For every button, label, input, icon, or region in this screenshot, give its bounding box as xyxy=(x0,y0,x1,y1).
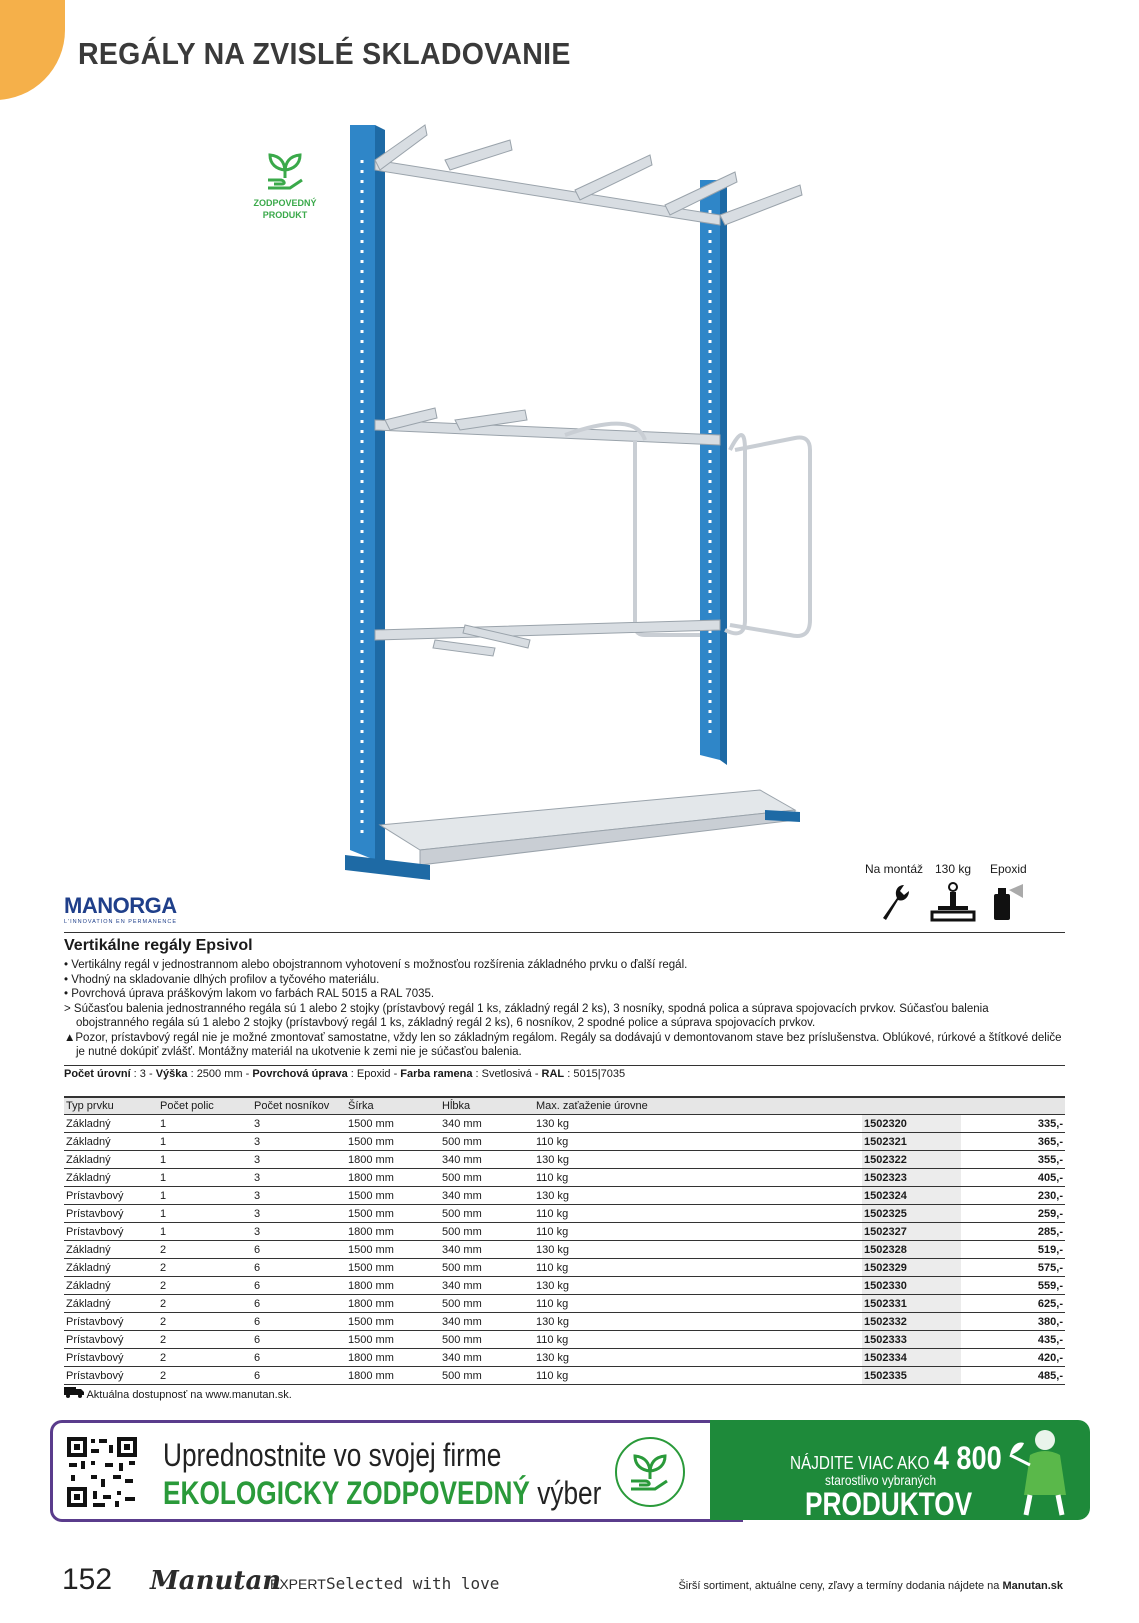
load-cell: 110 kg xyxy=(534,1169,862,1187)
shelves-cell: 1 xyxy=(158,1187,252,1205)
price-cell: 355,- xyxy=(961,1151,1065,1169)
brand-name: MANORGA xyxy=(64,893,177,918)
person-plant-illustration xyxy=(1000,1425,1080,1517)
spec-value: 2500 mm xyxy=(196,1068,243,1080)
type-cell: Prístavbový xyxy=(64,1331,158,1349)
code-cell: 1502327 xyxy=(862,1223,961,1241)
spec-value: 3 xyxy=(139,1068,146,1080)
width-cell: 1500 mm xyxy=(346,1115,440,1133)
width-cell: 1800 mm xyxy=(346,1223,440,1241)
spec-label: Výška xyxy=(155,1068,188,1080)
load-cell: 130 kg xyxy=(534,1277,862,1295)
load-cell: 110 kg xyxy=(534,1259,862,1277)
shelves-cell: 2 xyxy=(158,1259,252,1277)
type-cell: Základný xyxy=(64,1259,158,1277)
load-cell: 110 kg xyxy=(534,1295,862,1313)
page-title: REGÁLY NA ZVISLÉ SKLADOVANIE xyxy=(78,36,571,71)
banner-left-panel xyxy=(50,1420,743,1522)
beams-cell: 6 xyxy=(252,1313,346,1331)
shelves-cell: 2 xyxy=(158,1349,252,1367)
table-row xyxy=(64,1313,1065,1331)
depth-cell: 340 mm xyxy=(440,1313,534,1331)
width-cell: 1500 mm xyxy=(346,1133,440,1151)
price-cell: 380,- xyxy=(961,1313,1065,1331)
spec-value: Epoxid xyxy=(356,1068,391,1080)
width-cell: 1500 mm xyxy=(346,1313,440,1331)
depth-cell: 340 mm xyxy=(440,1187,534,1205)
shelves-cell: 2 xyxy=(158,1331,252,1349)
type-cell: Prístavbový xyxy=(64,1187,158,1205)
shelves-cell: 1 xyxy=(158,1133,252,1151)
depth-cell: 500 mm xyxy=(440,1169,534,1187)
column-header xyxy=(961,1097,1065,1115)
type-cell: Základný xyxy=(64,1151,158,1169)
truck-icon xyxy=(64,1386,84,1398)
table-row xyxy=(64,1187,1065,1205)
load-cell: 130 kg xyxy=(534,1349,862,1367)
depth-cell: 500 mm xyxy=(440,1223,534,1241)
column-header: Počet nosníkov xyxy=(252,1097,346,1115)
type-cell: Prístavbový xyxy=(64,1223,158,1241)
banner-cta-line2: starostlivo vybraných xyxy=(825,1472,937,1488)
code-cell: 1502321 xyxy=(862,1133,961,1151)
spec-label: Povrchová úprava xyxy=(252,1068,348,1080)
depth-cell: 500 mm xyxy=(440,1259,534,1277)
type-cell: Základný xyxy=(64,1115,158,1133)
beams-cell: 6 xyxy=(252,1295,346,1313)
description-bullet: • Povrchová úprava práškovým lakom vo farbách RAL 5015 a RAL 7035. xyxy=(64,988,435,1000)
banner-highlight: EKOLOGICKY ZODPOVEDNÝ xyxy=(163,1475,530,1511)
spec-value: 5015|7035 xyxy=(573,1068,626,1080)
price-cell: 335,- xyxy=(961,1115,1065,1133)
shelves-cell: 1 xyxy=(158,1205,252,1223)
type-cell: Prístavbový xyxy=(64,1367,158,1385)
table-header-row xyxy=(64,1097,1065,1115)
depth-cell: 500 mm xyxy=(440,1295,534,1313)
description-bullet: > Súčasťou balenia jednostranného regála sú 1 alebo 2 stojky (prístavbový regál 1 ks, základný regál 2 ks), 3 nosníky, spodná polica a súprava spojovacích prvkov. Súčasťou balenia obojstranného regála sú 1 alebo 2 stojky (prístavbový regál 1 ks, základný regál 2 ks), 6 nosníkov, 2 spodné police a súprava spojovacích prvkov. xyxy=(64,1002,989,1029)
code-cell: 1502331 xyxy=(862,1295,961,1313)
load-cell: 130 kg xyxy=(534,1151,862,1169)
type-cell: Základný xyxy=(64,1277,158,1295)
code-cell: 1502320 xyxy=(862,1115,961,1133)
type-cell: Prístavbový xyxy=(64,1313,158,1331)
width-cell: 1500 mm xyxy=(346,1205,440,1223)
feature-label: Epoxid xyxy=(990,862,1027,876)
beams-cell: 3 xyxy=(252,1187,346,1205)
weight-load-icon xyxy=(930,882,976,922)
shelves-cell: 2 xyxy=(158,1295,252,1313)
table-row xyxy=(64,1259,1065,1277)
beams-cell: 6 xyxy=(252,1367,346,1385)
page-number: 152 xyxy=(62,1563,113,1596)
type-cell: Základný xyxy=(64,1169,158,1187)
description-bullet: ▲Pozor, prístavbový regál nie je možné zmontovať samostatne, vždy len so základným regálom. Regály sa dodávajú v demontovanom stave bez príslušenstva. Oblúkové, rúrkové a štítkové deliče je nutné dokúpiť zvlášť. Montážny materiál na ukotvenie k zemi nie je súčasťou balenia. xyxy=(64,1031,1062,1058)
width-cell: 1500 mm xyxy=(346,1187,440,1205)
code-cell: 1502333 xyxy=(862,1331,961,1349)
table-row xyxy=(64,1223,1065,1241)
depth-cell: 340 mm xyxy=(440,1349,534,1367)
beams-cell: 6 xyxy=(252,1331,346,1349)
shelves-cell: 1 xyxy=(158,1151,252,1169)
code-cell: 1502323 xyxy=(862,1169,961,1187)
load-cell: 130 kg xyxy=(534,1313,862,1331)
price-cell: 435,- xyxy=(961,1331,1065,1349)
price-cell: 365,- xyxy=(961,1133,1065,1151)
beams-cell: 3 xyxy=(252,1205,346,1223)
table-row xyxy=(64,1115,1065,1133)
description-bullet: • Vhodný na skladovanie dlhých profilov a tyčového materiálu. xyxy=(64,973,380,986)
qr-code-icon[interactable] xyxy=(65,1435,139,1509)
beams-cell: 3 xyxy=(252,1223,346,1241)
code-cell: 1502329 xyxy=(862,1259,961,1277)
load-cell: 110 kg xyxy=(534,1223,862,1241)
shelves-cell: 2 xyxy=(158,1277,252,1295)
price-cell: 485,- xyxy=(961,1367,1065,1385)
column-header: Počet polic xyxy=(158,1097,252,1115)
code-cell: 1502325 xyxy=(862,1205,961,1223)
column-header: Hĺbka xyxy=(440,1097,534,1115)
product-table xyxy=(64,1096,1065,1385)
spec-label: Farba ramena xyxy=(400,1068,473,1080)
depth-cell: 340 mm xyxy=(440,1241,534,1259)
feature-icons xyxy=(865,862,1070,932)
depth-cell: 340 mm xyxy=(440,1277,534,1295)
divider xyxy=(64,1065,1065,1066)
beams-cell: 6 xyxy=(252,1277,346,1295)
eco-circle-icon xyxy=(613,1435,687,1509)
width-cell: 1500 mm xyxy=(346,1259,440,1277)
product-title: Vertikálne regály Epsivol xyxy=(64,937,253,954)
feature-finish xyxy=(990,862,1027,925)
feature-label: Na montáž xyxy=(865,862,924,876)
product-description xyxy=(64,958,1064,1060)
type-cell: Prístavbový xyxy=(64,1349,158,1367)
table-row xyxy=(64,1367,1065,1385)
column-header: Šírka xyxy=(346,1097,440,1115)
load-cell: 110 kg xyxy=(534,1331,862,1349)
banner-right-panel xyxy=(710,1420,1090,1520)
width-cell: 1800 mm xyxy=(346,1277,440,1295)
price-cell: 259,- xyxy=(961,1205,1065,1223)
width-cell: 1800 mm xyxy=(346,1169,440,1187)
code-cell: 1502332 xyxy=(862,1313,961,1331)
load-cell: 110 kg xyxy=(534,1205,862,1223)
table-row xyxy=(64,1241,1065,1259)
load-cell: 130 kg xyxy=(534,1115,862,1133)
eco-badge-line1: ZODPOVEDNÝ xyxy=(253,198,317,208)
eco-badge xyxy=(250,150,320,221)
banner-headline: Uprednostnite vo svojej firme xyxy=(163,1437,502,1473)
type-cell: Základný xyxy=(64,1133,158,1151)
width-cell: 1800 mm xyxy=(346,1367,440,1385)
beams-cell: 3 xyxy=(252,1133,346,1151)
depth-cell: 500 mm xyxy=(440,1133,534,1151)
code-cell: 1502334 xyxy=(862,1349,961,1367)
table-row xyxy=(64,1277,1065,1295)
shelves-cell: 2 xyxy=(158,1241,252,1259)
banner-cta-text: NÁJDITE VIAC AKO xyxy=(790,1453,930,1473)
footer-slogan: Selected with love xyxy=(326,1574,500,1593)
beams-cell: 3 xyxy=(252,1115,346,1133)
beams-cell: 6 xyxy=(252,1241,346,1259)
code-cell: 1502324 xyxy=(862,1187,961,1205)
type-cell: Základný xyxy=(64,1241,158,1259)
vertical-rack-image xyxy=(335,120,845,910)
table-row xyxy=(64,1349,1065,1367)
type-cell: Základný xyxy=(64,1295,158,1313)
banner-cta-number: 4 800 xyxy=(933,1440,1002,1476)
footer-expert-label: EXPERT xyxy=(270,1576,326,1592)
column-header: Typ prvku xyxy=(64,1097,158,1115)
spec-label: RAL xyxy=(541,1068,565,1080)
spec-value: Svetlosivá xyxy=(481,1068,532,1080)
corner-decoration xyxy=(0,0,65,100)
table-row xyxy=(64,1169,1065,1187)
banner-cta-line3: PRODUKTOV xyxy=(805,1486,973,1522)
depth-cell: 340 mm xyxy=(440,1151,534,1169)
load-cell: 110 kg xyxy=(534,1367,862,1385)
price-cell: 625,- xyxy=(961,1295,1065,1313)
feature-load xyxy=(930,862,976,925)
footer-brand-logo: Manutan xyxy=(150,1566,282,1596)
shelves-cell: 1 xyxy=(158,1223,252,1241)
footer-info xyxy=(678,1580,1063,1592)
shelves-cell: 2 xyxy=(158,1313,252,1331)
price-cell: 519,- xyxy=(961,1241,1065,1259)
footer-link[interactable]: Manutan.sk xyxy=(1002,1580,1063,1592)
width-cell: 1800 mm xyxy=(346,1151,440,1169)
depth-cell: 340 mm xyxy=(440,1115,534,1133)
spec-line: Počet úrovní : 3 - Výška : 2500 mm - Povrchová úprava : Epoxid - Farba ramena : Svetlosivá - RAL : 5015|7035 xyxy=(64,1068,626,1080)
column-header xyxy=(862,1097,961,1115)
table-row xyxy=(64,1331,1065,1349)
width-cell: 1500 mm xyxy=(346,1241,440,1259)
beams-cell: 3 xyxy=(252,1151,346,1169)
width-cell: 1800 mm xyxy=(346,1295,440,1313)
spray-paint-icon xyxy=(991,882,1025,922)
availability-note xyxy=(64,1386,292,1401)
load-cell: 130 kg xyxy=(534,1187,862,1205)
table-row xyxy=(64,1133,1065,1151)
beams-cell: 6 xyxy=(252,1259,346,1277)
description-bullet: • Vertikálny regál v jednostrannom alebo obojstrannom vyhotovení s možnosťou rozšírenia základného prvku o ďalší regál. xyxy=(64,959,688,971)
brand-logo xyxy=(64,893,177,925)
banner-subheadline-rest: výber xyxy=(529,1475,602,1511)
type-cell: Prístavbový xyxy=(64,1205,158,1223)
feature-label: 130 kg xyxy=(934,862,972,876)
beams-cell: 6 xyxy=(252,1349,346,1367)
load-cell: 110 kg xyxy=(534,1133,862,1151)
feature-assembly xyxy=(865,862,923,925)
width-cell: 1500 mm xyxy=(346,1331,440,1349)
code-cell: 1502322 xyxy=(862,1151,961,1169)
load-cell: 130 kg xyxy=(534,1241,862,1259)
banner-subheadline xyxy=(163,1475,601,1512)
shelves-cell: 1 xyxy=(158,1169,252,1187)
width-cell: 1800 mm xyxy=(346,1349,440,1367)
shelves-cell: 1 xyxy=(158,1115,252,1133)
depth-cell: 500 mm xyxy=(440,1367,534,1385)
depth-cell: 500 mm xyxy=(440,1205,534,1223)
eco-badge-line2: PRODUKT xyxy=(262,210,308,220)
eco-banner[interactable] xyxy=(50,1420,1090,1520)
price-cell: 575,- xyxy=(961,1259,1065,1277)
price-cell: 405,- xyxy=(961,1169,1065,1187)
footer-info-text: Širší sortiment, aktuálne ceny, zľavy a termíny dodania nájdete na xyxy=(678,1580,1003,1592)
sprout-hand-icon xyxy=(260,150,310,192)
column-header: Max. zaťaženie úrovne xyxy=(534,1097,862,1115)
availability-text: Aktuálna dostupnosť na www.manutan.sk. xyxy=(86,1389,292,1401)
divider xyxy=(64,932,1065,933)
code-cell: 1502328 xyxy=(862,1241,961,1259)
brand-tagline: L'INNOVATION EN PERMANENCE xyxy=(64,919,178,925)
price-cell: 285,- xyxy=(961,1223,1065,1241)
shelves-cell: 2 xyxy=(158,1367,252,1385)
wrench-icon xyxy=(877,882,911,922)
code-cell: 1502335 xyxy=(862,1367,961,1385)
table-row xyxy=(64,1295,1065,1313)
beams-cell: 3 xyxy=(252,1169,346,1187)
depth-cell: 500 mm xyxy=(440,1331,534,1349)
price-cell: 230,- xyxy=(961,1187,1065,1205)
code-cell: 1502330 xyxy=(862,1277,961,1295)
spec-label: Počet úrovní xyxy=(64,1068,131,1080)
table-row xyxy=(64,1205,1065,1223)
table-row xyxy=(64,1151,1065,1169)
price-cell: 420,- xyxy=(961,1349,1065,1367)
price-cell: 559,- xyxy=(961,1277,1065,1295)
